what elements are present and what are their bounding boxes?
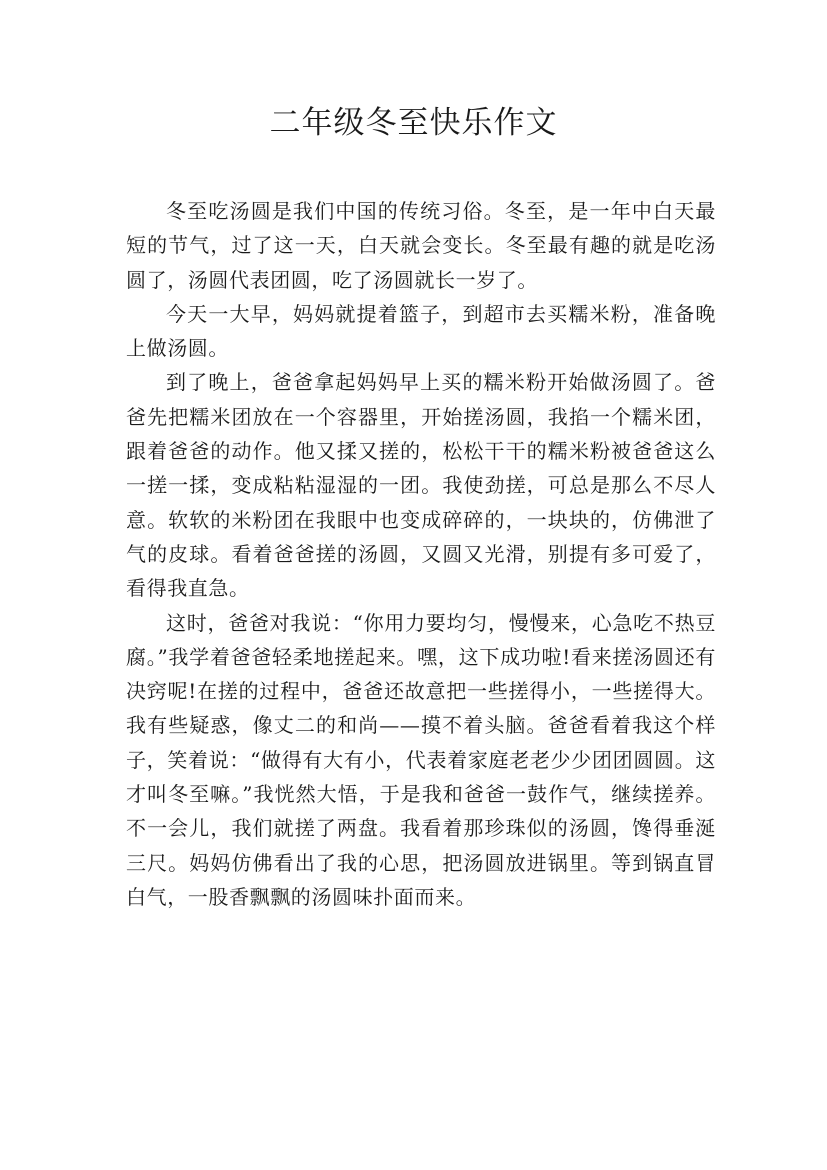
paragraph: 到了晚上，爸爸拿起妈妈早上买的糯米粉开始做汤圆了。爸爸先把糯米团放在一个容器里，开始搓汤圆，我掐一个糯米团，跟着爸爸的动作。他又揉又搓的，松松干干的糯米粉被爸爸这么一搓一揉，变成粘粘湿湿的一团。我使劲搓，可总是那么不尽人意。软软的米粉团在我眼中也变成碎碎的，一块块的，仿佛泄了气的皮球。看着爸爸搓的汤圆，又圆又光滑，别提有多可爱了，看得我直急。 [126,370,716,601]
paragraph: 冬至吃汤圆是我们中国的传统习俗。冬至，是一年中白天最短的节气，过了这一天，白天就会变长。冬至最有趣的就是吃汤圆了，汤圆代表团圆，吃了汤圆就长一岁了。 [126,199,716,292]
document-title: 二年级冬至快乐作文 [269,105,558,141]
paragraph: 这时，爸爸对我说：“你用力要均匀，慢慢来，心急吃不热豆腐。”我学着爸爸轻柔地搓起来。嘿，这下成功啦!看来搓汤圆还有决窍呢!在搓的过程中，爸爸还故意把一些搓得小，一些搓得大。我有些疑惑，像丈二的和尚——摸不着头脑。爸爸看着我这个样子，笑着说：“做得有大有小，代表着家庭老老少少团团圆圆。这才叫冬至嘛。”我恍然大悟，于是我和爸爸一鼓作气，继续搓养。不一会儿，我们就搓了两盘。我看着那珍珠似的汤圆，馋得垂涎三尺。妈妈仿佛看出了我的心思，把汤圆放进锅里。等到锅直冒白气，一股香飘飘的汤圆味扑面而来。 [126,610,716,909]
paragraph: 今天一大早，妈妈就提着篮子，到超市去买糯米粉，准备晚上做汤圆。 [126,301,716,361]
document-body [126,194,716,914]
